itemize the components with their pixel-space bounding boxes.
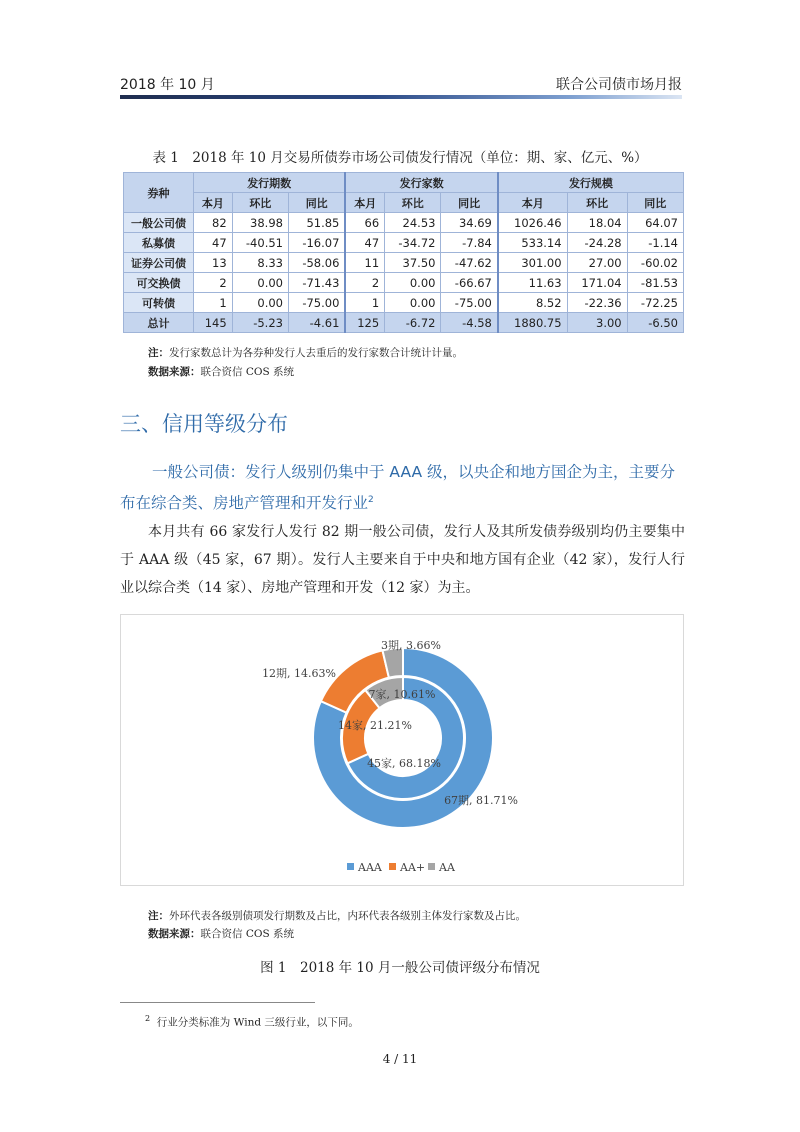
table-sub-head: 同比 bbox=[441, 193, 498, 213]
table-title: 表 1 2018 年 10 月交易所债券市场公司债发行情况（单位：期、家、亿元、%） bbox=[152, 150, 648, 166]
table-cell: -81.53 bbox=[627, 273, 683, 293]
table-cell: 11 bbox=[345, 253, 384, 273]
table-cell: 51.85 bbox=[288, 213, 345, 233]
table-cell: 2 bbox=[194, 273, 233, 293]
table-cell: 1 bbox=[345, 293, 384, 313]
legend-label: AA+ bbox=[400, 861, 426, 874]
table-row bbox=[124, 273, 684, 293]
table-cell: 34.69 bbox=[441, 213, 498, 233]
table-cell: -34.72 bbox=[385, 233, 441, 253]
table-cell: 82 bbox=[194, 213, 233, 233]
footnote-rule bbox=[120, 1002, 315, 1003]
header-report-title: 联合公司债市场月报 bbox=[556, 77, 682, 93]
table-row bbox=[124, 313, 684, 333]
table-cell: 171.04 bbox=[567, 273, 627, 293]
table-cell: 1 bbox=[194, 293, 233, 313]
table-cell: 47 bbox=[194, 233, 233, 253]
table-cell: -58.06 bbox=[288, 253, 345, 273]
legend-swatch bbox=[347, 863, 354, 870]
body-paragraph: 本月共有 66 家发行人发行 82 期一般公司债，发行人及其所发债券级别均仍主要集中于 AAA 级（45 家，67 期）。发行人主要来自于中央和地方国有企业（42 家），发行人行业以综合类（14 家）、房地产管理和开发（12 家）为主。 bbox=[120, 524, 685, 596]
table-cell: -47.62 bbox=[441, 253, 498, 273]
table-header-row bbox=[124, 173, 684, 193]
table-cell: 8.33 bbox=[232, 253, 288, 273]
table-cell: -72.25 bbox=[627, 293, 683, 313]
table-cell: 0.00 bbox=[385, 293, 441, 313]
table-row bbox=[124, 213, 684, 233]
legend-swatch bbox=[428, 863, 435, 870]
sub-heading: 一般公司债：发行人级别仍集中于 AAA 级，以央企和地方国企为主，主要分布在综合类、房地产管理和开发行业$^2$ bbox=[120, 463, 676, 513]
table-cell: -66.67 bbox=[441, 273, 498, 293]
legend-swatch bbox=[389, 863, 396, 870]
donut-chart-svg bbox=[121, 615, 685, 887]
table-cell: 13 bbox=[194, 253, 233, 273]
table-sub-head: 同比 bbox=[288, 193, 345, 213]
table-cell: -40.51 bbox=[232, 233, 288, 253]
table-row-head: 可交换债 bbox=[124, 273, 194, 293]
table-cell: 47 bbox=[345, 233, 384, 253]
table-sub-head: 环比 bbox=[385, 193, 441, 213]
table-cell: 8.52 bbox=[498, 293, 567, 313]
table-cell: 301.00 bbox=[498, 253, 567, 273]
chart-note: 注：外环代表各级别债项发行期数及占比，内环代表各级别主体发行家数及占比。 bbox=[148, 910, 526, 922]
table-cell: -71.43 bbox=[288, 273, 345, 293]
table-cell: 37.50 bbox=[385, 253, 441, 273]
table-row bbox=[124, 293, 684, 313]
rating-distribution-chart bbox=[120, 614, 684, 886]
table-cell: -75.00 bbox=[288, 293, 345, 313]
table-row bbox=[124, 233, 684, 253]
outer-ring-label: 12期, 14.63% bbox=[262, 667, 336, 680]
table-cell: 27.00 bbox=[567, 253, 627, 273]
table-cell: -75.00 bbox=[441, 293, 498, 313]
page-number: 4 / 11 bbox=[382, 1052, 418, 1066]
table-cell: -22.36 bbox=[567, 293, 627, 313]
table-cell: 145 bbox=[194, 313, 233, 333]
table-group-head: 发行家数 bbox=[345, 173, 497, 193]
table-row-head: 私募债 bbox=[124, 233, 194, 253]
table-cell: 0.00 bbox=[232, 273, 288, 293]
table-cell: -4.61 bbox=[288, 313, 345, 333]
table-group-head: 发行规模 bbox=[498, 173, 684, 193]
table-cell: 38.98 bbox=[232, 213, 288, 233]
table-group-head: 发行期数 bbox=[194, 173, 346, 193]
inner-ring-label: 45家, 68.18% bbox=[367, 757, 441, 770]
table-row bbox=[124, 253, 684, 273]
table-cell: -6.50 bbox=[627, 313, 683, 333]
table-subheader-row bbox=[124, 193, 684, 213]
table-cell: 1026.46 bbox=[498, 213, 567, 233]
table-source: 数据来源：联合资信 COS 系统 bbox=[148, 366, 295, 378]
header-date: 2018 年 10 月 bbox=[120, 77, 215, 93]
table-cell: 533.14 bbox=[498, 233, 567, 253]
table-sub-head: 本月 bbox=[498, 193, 567, 213]
table-cell: 125 bbox=[345, 313, 384, 333]
footnote: $^2$ 行业分类标准为 Wind 三级行业，以下同。 bbox=[145, 1014, 359, 1029]
inner-ring-label: 7家, 10.61% bbox=[368, 688, 436, 701]
chart-source: 数据来源：联合资信 COS 系统 bbox=[148, 928, 295, 940]
table-cell: 24.53 bbox=[385, 213, 441, 233]
table-body bbox=[124, 213, 684, 333]
table-cell: 0.00 bbox=[232, 293, 288, 313]
outer-ring-label: 67期, 81.71% bbox=[444, 794, 518, 807]
table-head-type: 券种 bbox=[124, 173, 194, 213]
table-cell: 0.00 bbox=[385, 273, 441, 293]
table-cell: 66 bbox=[345, 213, 384, 233]
table-sub-head: 环比 bbox=[567, 193, 627, 213]
table-cell: -4.58 bbox=[441, 313, 498, 333]
table-sub-head: 环比 bbox=[232, 193, 288, 213]
table-cell: 18.04 bbox=[567, 213, 627, 233]
table-note: 注：发行家数总计为各券种发行人去重后的发行家数合计统计计量。 bbox=[148, 347, 463, 359]
table-cell: 11.63 bbox=[498, 273, 567, 293]
table-cell: -5.23 bbox=[232, 313, 288, 333]
table-cell: -24.28 bbox=[567, 233, 627, 253]
table-row-head: 证券公司债 bbox=[124, 253, 194, 273]
legend-label: AA bbox=[439, 861, 455, 874]
inner-ring-label: 14家, 21.21% bbox=[338, 719, 412, 732]
table-row-head: 总计 bbox=[124, 313, 194, 333]
table-cell: 3.00 bbox=[567, 313, 627, 333]
table-sub-head: 本月 bbox=[194, 193, 233, 213]
table-cell: -7.84 bbox=[441, 233, 498, 253]
table-cell: 64.07 bbox=[627, 213, 683, 233]
bond-issuance-table bbox=[123, 172, 684, 333]
table-cell: -16.07 bbox=[288, 233, 345, 253]
table-cell: -1.14 bbox=[627, 233, 683, 253]
table-row-head: 一般公司债 bbox=[124, 213, 194, 233]
table-cell: -6.72 bbox=[385, 313, 441, 333]
legend-label: AAA bbox=[358, 861, 382, 874]
figure-title: 图 1 2018 年 10 月一般公司债评级分布情况 bbox=[260, 960, 540, 976]
table-cell: 1880.75 bbox=[498, 313, 567, 333]
table-cell: -60.02 bbox=[627, 253, 683, 273]
section-title: 三、信用等级分布 bbox=[120, 412, 288, 436]
table-row-head: 可转债 bbox=[124, 293, 194, 313]
header-rule bbox=[120, 95, 682, 99]
table-sub-head: 同比 bbox=[627, 193, 683, 213]
table-sub-head: 本月 bbox=[345, 193, 384, 213]
table-cell: 2 bbox=[345, 273, 384, 293]
outer-ring-label: 3期, 3.66% bbox=[381, 639, 441, 652]
